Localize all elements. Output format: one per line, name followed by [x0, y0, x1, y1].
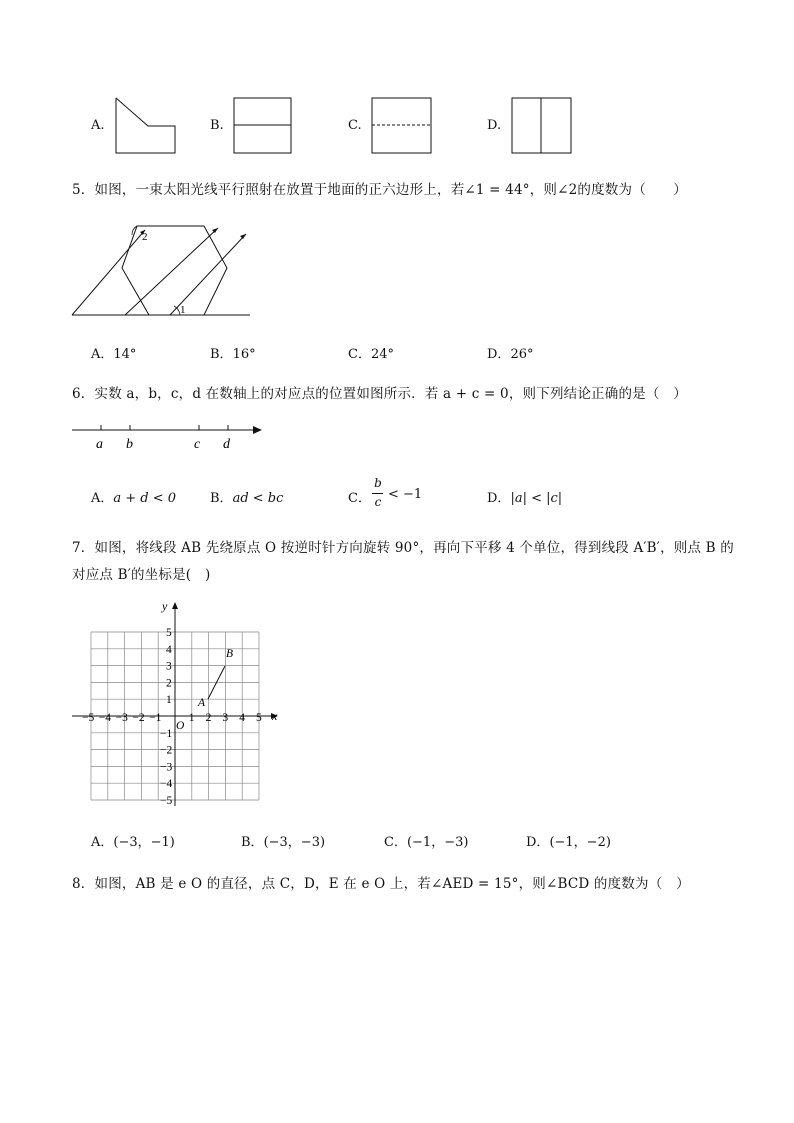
q4-option-d-figure	[510, 96, 574, 156]
q7-y-axis-label: y	[162, 600, 168, 613]
q5-hexagon-figure	[70, 218, 254, 322]
x-tick-label: −2	[132, 712, 145, 724]
x-tick-label: −1	[149, 712, 162, 724]
q6-point-c: c	[194, 437, 201, 452]
q6-option-c: C．	[348, 491, 371, 506]
q4-option-a-label: A.	[91, 118, 105, 133]
y-tick-label: 1	[166, 694, 172, 707]
q8-stem: 8．如图，AB 是 e O 的直径，点 C，D，E 在 e O 上，若∠AED = 15°，则∠BCD 的度数为（ ）	[72, 876, 690, 892]
q7-coordinate-grid	[68, 600, 282, 814]
q7-origin-label: O	[176, 720, 185, 732]
x-tick-label: 3	[222, 712, 229, 724]
q6-point-a: a	[96, 437, 103, 452]
q6-point-b: b	[126, 437, 133, 452]
y-tick-label: −4	[160, 778, 173, 791]
q4-option-a-figure	[114, 96, 178, 156]
q5-angle-1-label: 1	[180, 304, 186, 316]
q6-option-c-value: < −1	[388, 487, 423, 502]
q6-point-d: d	[223, 437, 230, 452]
q5-option-a: A．14°	[91, 347, 137, 362]
q4-option-d-label: D.	[487, 118, 502, 133]
q6-option-b: B．ad < bc	[210, 491, 284, 506]
q5-option-c: C．24°	[348, 347, 394, 362]
q5-option-d: D．26°	[487, 347, 534, 362]
y-tick-label: 5	[166, 627, 172, 639]
x-tick-label: 5	[256, 712, 262, 724]
q7-option-d: D．(−1，−2)	[526, 835, 611, 850]
q5-angle-2-label: 2	[142, 231, 148, 243]
q6-option-c-fraction-bar	[372, 493, 383, 494]
q4-option-c-label: C.	[348, 118, 362, 133]
q7-option-c: C．(−1，−3)	[384, 835, 469, 850]
y-tick-label: −2	[160, 744, 173, 757]
q4-option-c-figure	[370, 96, 434, 156]
q5-option-b: B．16°	[210, 347, 256, 362]
y-tick-label: 3	[166, 660, 172, 673]
q7-x-axis-label: x	[272, 709, 278, 723]
y-tick-label: −5	[160, 795, 173, 807]
x-tick-label: 2	[205, 712, 212, 724]
q6-option-a: A．a + d < 0	[91, 491, 177, 506]
q6-stem: 6．实数 a，b，c，d 在数轴上的对应点的位置如图所示．若 a + c = 0，则下列结论正确的是（ ）	[72, 386, 687, 402]
y-tick-label: −3	[160, 761, 173, 774]
q7-stem-line2: 对应点 B′的坐标是( )	[72, 567, 211, 583]
q4-option-b-label: B.	[210, 118, 224, 133]
q7-option-b: B．(−3，−3)	[241, 835, 326, 850]
q7-option-a: A．(−3，−1)	[91, 835, 175, 850]
x-tick-label: −4	[98, 712, 112, 724]
q6-option-c-denominator: c	[374, 495, 382, 509]
y-tick-label: 4	[166, 643, 172, 656]
y-tick-label: 2	[166, 677, 172, 690]
q7-point-b-label: B	[226, 648, 234, 660]
q5-stem: 5．如图，一束太阳光线平行照射在放置于地面的正六边形上，若∠1 = 44°，则∠2的度数为（ ）	[72, 182, 688, 198]
x-tick-label: −5	[82, 712, 95, 724]
q7-point-a-label: A	[198, 697, 206, 709]
x-tick-label: 4	[239, 712, 245, 724]
x-tick-label: 1	[188, 712, 195, 724]
y-tick-label: −1	[160, 727, 173, 740]
x-tick-label: −3	[115, 712, 128, 724]
q6-number-line	[70, 418, 266, 454]
q7-stem-line1: 7．如图，将线段 AB 先绕原点 O 按逆时针方向旋转 90°，再向下平移 4 个单位，得到线段 A′B′，则点 B 的	[72, 540, 734, 556]
q4-option-b-figure	[232, 96, 294, 156]
q6-option-d: D．|a| < |c|	[487, 491, 563, 506]
q6-option-c-numerator: b	[374, 476, 382, 490]
